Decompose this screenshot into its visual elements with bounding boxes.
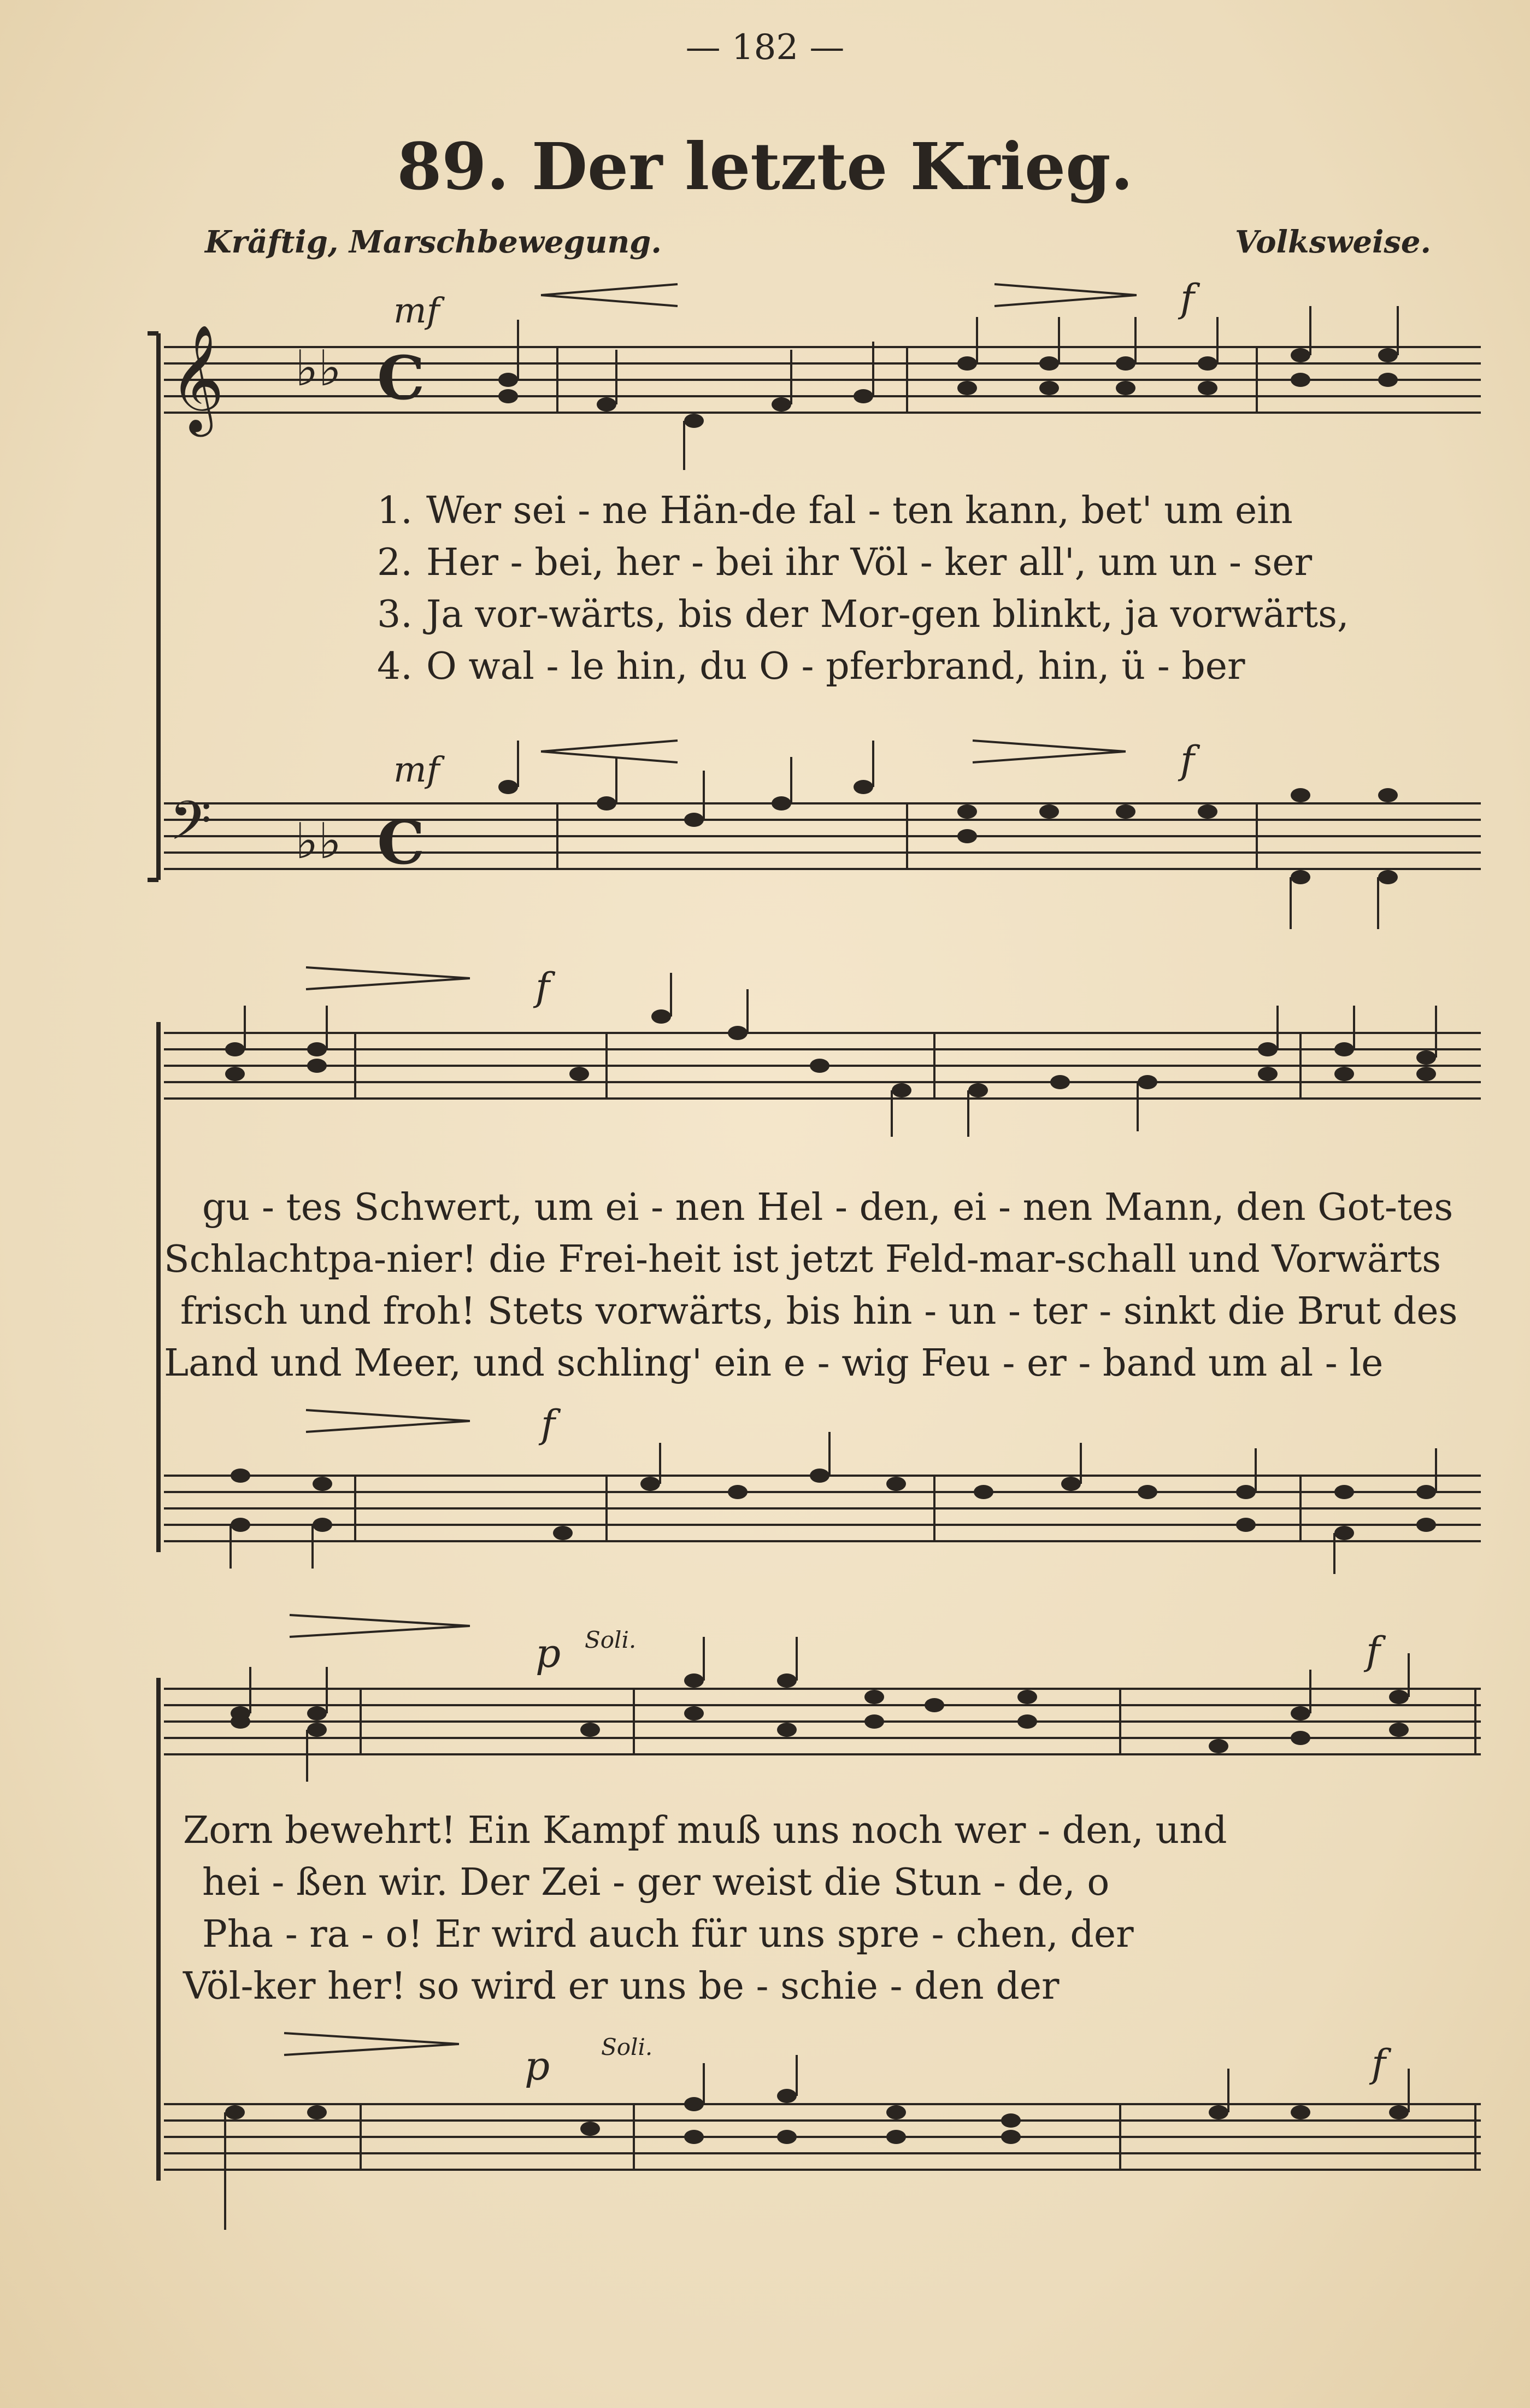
lyric-text: Zorn bewehrt! Ein Kampf muß uns noch wer - den, und [183, 1809, 1227, 1852]
lyric-text: Her - bei, her - bei ihr Völ - ker all', um un - ser [426, 541, 1313, 584]
dynamic-f: f [536, 965, 550, 1009]
lyric-text: frisch und froh! Stets vorwärts, bis hin - un - ter - sinkt die Brut des [180, 1290, 1458, 1333]
lyric-line [183, 1965, 1060, 2008]
staff-bass-1 [164, 803, 1481, 869]
dynamic-f: f [1372, 2041, 1386, 2086]
key-signature-flats: ♭♭ [295, 340, 342, 397]
dynamic-mf: mf [393, 291, 440, 331]
verse-number: 3. [377, 593, 413, 636]
lyric-line [183, 1809, 1227, 1852]
lyric-line [202, 1913, 1134, 1956]
source-attribution: Volksweise. [1235, 224, 1432, 260]
crescendo-hairpin [541, 284, 678, 306]
lyric-line [202, 1861, 1109, 1904]
dynamic-p: p [525, 2043, 550, 2089]
song-name: Der letzte Krieg. [531, 128, 1133, 204]
lyric-verse-4 [377, 645, 1245, 688]
song-number: 89. [397, 128, 509, 204]
dynamic-mf: mf [393, 750, 440, 790]
lyric-verse-1 [377, 489, 1293, 532]
page-number: — 182 — [685, 27, 845, 68]
verse-number: 1. [377, 489, 413, 532]
verse-number: 4. [377, 645, 413, 688]
soli-marking: Soli. [601, 2034, 653, 2060]
lyric-line [164, 1238, 1441, 1281]
lyric-line [180, 1290, 1457, 1333]
decrescendo-hairpin [994, 284, 1137, 306]
decrescendo-hairpin [973, 741, 1126, 762]
decrescendo-hairpin [306, 967, 470, 989]
lyric-text: Land und Meer, und schling' ein e - wig Feu - er - band um al - le [164, 1342, 1384, 1385]
lyric-text: hei - ßen wir. Der Zei - ger weist die Stun - de, o [202, 1861, 1110, 1904]
decrescendo-hairpin [284, 2033, 459, 2055]
lyric-text: gu - tes Schwert, um ei - nen Hel - den, ei - nen Mann, den Got-tes [202, 1186, 1453, 1229]
dynamic-f: f [1180, 738, 1194, 783]
tempo-marking: Kräftig, Marschbewegung. [205, 224, 662, 260]
dynamic-f: f [1366, 1629, 1380, 1673]
lyric-verse-3 [377, 593, 1349, 636]
soli-marking: Soli. [585, 1626, 637, 1653]
crescendo-hairpin [541, 741, 678, 762]
lyric-text: O wal - le hin, du O - pferbrand, hin, ü - ber [426, 645, 1245, 688]
system-brace-1 [148, 333, 158, 880]
dynamic-p: p [536, 1630, 561, 1676]
common-time-icon: C [377, 807, 425, 878]
bass-clef-icon: 𝄢 [169, 790, 212, 866]
lyric-line [164, 1342, 1383, 1385]
staff-bass-2 [164, 1476, 1481, 1541]
lyric-verse-2 [377, 541, 1312, 584]
lyric-line [202, 1186, 1453, 1229]
lyric-text: Wer sei - ne Hän-de fal - ten kann, bet' um ein [426, 489, 1293, 532]
dynamic-f: f [541, 1402, 555, 1447]
decrescendo-hairpin [306, 1410, 470, 1432]
treble-clef-icon: 𝄞 [169, 324, 225, 432]
key-signature-flats: ♭♭ [295, 813, 342, 870]
dynamic-f: f [1180, 276, 1194, 321]
staff-treble-1 [164, 347, 1481, 413]
lyric-text: Schlachtpa-nier! die Frei-heit ist jetzt Feld-mar-schall und Vorwärts [164, 1238, 1441, 1281]
common-time-icon: C [377, 343, 425, 413]
lyric-text: Ja vor-wärts, bis der Mor-gen blinkt, ja vorwärts, [426, 593, 1349, 636]
decrescendo-hairpin [290, 1615, 470, 1637]
lyric-text: Völ-ker her! so wird er uns be - schie - den der [183, 1965, 1060, 2008]
lyric-text: Pha - ra - o! Er wird auch für uns spre - chen, der [202, 1913, 1134, 1956]
verse-number: 2. [377, 541, 413, 584]
